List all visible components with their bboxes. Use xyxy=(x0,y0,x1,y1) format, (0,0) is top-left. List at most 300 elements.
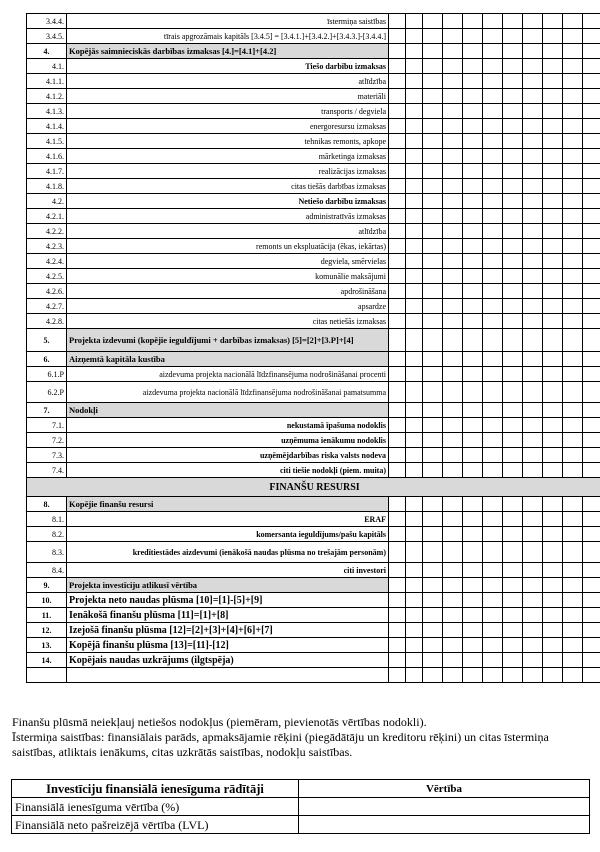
value-cell[interactable] xyxy=(523,623,543,638)
value-cell[interactable] xyxy=(389,382,406,403)
value-cell[interactable] xyxy=(563,209,583,224)
value-cell[interactable] xyxy=(463,668,483,683)
value-cell[interactable] xyxy=(503,164,523,179)
value-cell[interactable] xyxy=(583,59,600,74)
value-cell[interactable] xyxy=(406,194,423,209)
value-cell[interactable] xyxy=(406,299,423,314)
value-cell[interactable] xyxy=(406,59,423,74)
value-cell[interactable] xyxy=(389,74,406,89)
value-cell[interactable] xyxy=(503,209,523,224)
value-cell[interactable] xyxy=(583,119,600,134)
value-cell[interactable] xyxy=(406,653,423,668)
value-cell[interactable] xyxy=(423,269,443,284)
value-cell[interactable] xyxy=(583,89,600,104)
value-cell[interactable] xyxy=(423,512,443,527)
value-cell[interactable] xyxy=(406,314,423,329)
value-cell[interactable] xyxy=(583,104,600,119)
value-cell[interactable] xyxy=(423,608,443,623)
value-cell[interactable] xyxy=(443,448,463,463)
value-cell[interactable] xyxy=(423,403,443,418)
value-cell[interactable] xyxy=(583,209,600,224)
value-cell[interactable] xyxy=(583,134,600,149)
value-cell[interactable] xyxy=(563,164,583,179)
value-cell[interactable] xyxy=(406,284,423,299)
value-cell[interactable] xyxy=(523,44,543,59)
value-cell[interactable] xyxy=(543,224,563,239)
value-cell[interactable] xyxy=(543,269,563,284)
value-cell[interactable] xyxy=(406,497,423,512)
value-cell[interactable] xyxy=(543,89,563,104)
value-cell[interactable] xyxy=(463,623,483,638)
value-cell[interactable] xyxy=(523,418,543,433)
value-cell[interactable] xyxy=(583,14,600,29)
value-cell[interactable] xyxy=(406,29,423,44)
value-cell[interactable] xyxy=(443,149,463,164)
value-cell[interactable] xyxy=(443,299,463,314)
value-cell[interactable] xyxy=(406,448,423,463)
value-cell[interactable] xyxy=(563,179,583,194)
value-cell[interactable] xyxy=(503,382,523,403)
value-cell[interactable] xyxy=(483,179,503,194)
value-cell[interactable] xyxy=(583,239,600,254)
value-cell[interactable] xyxy=(583,224,600,239)
value-cell[interactable] xyxy=(523,269,543,284)
value-cell[interactable] xyxy=(463,329,483,352)
value-cell[interactable] xyxy=(463,527,483,542)
value-cell[interactable] xyxy=(423,497,443,512)
value-cell[interactable] xyxy=(543,463,563,478)
value-cell[interactable] xyxy=(463,269,483,284)
value-cell[interactable] xyxy=(463,194,483,209)
value-cell[interactable] xyxy=(483,269,503,284)
value-cell[interactable] xyxy=(443,608,463,623)
value-cell[interactable] xyxy=(483,284,503,299)
value-cell[interactable] xyxy=(503,352,523,367)
value-cell[interactable] xyxy=(443,367,463,382)
value-cell[interactable] xyxy=(503,578,523,593)
value-cell[interactable] xyxy=(563,134,583,149)
value-cell[interactable] xyxy=(389,653,406,668)
value-cell[interactable] xyxy=(563,418,583,433)
value-cell[interactable] xyxy=(483,194,503,209)
value-cell[interactable] xyxy=(543,593,563,608)
value-cell[interactable] xyxy=(483,563,503,578)
value-cell[interactable] xyxy=(523,179,543,194)
value-cell[interactable] xyxy=(463,254,483,269)
value-cell[interactable] xyxy=(443,329,463,352)
value-cell[interactable] xyxy=(406,164,423,179)
value-cell[interactable] xyxy=(463,149,483,164)
value-cell[interactable] xyxy=(523,608,543,623)
value-cell[interactable] xyxy=(423,164,443,179)
value-cell[interactable] xyxy=(583,497,600,512)
value-cell[interactable] xyxy=(389,463,406,478)
value-cell[interactable] xyxy=(583,512,600,527)
value-cell[interactable] xyxy=(443,59,463,74)
value-cell[interactable] xyxy=(503,527,523,542)
value-cell[interactable] xyxy=(543,638,563,653)
value-cell[interactable] xyxy=(543,367,563,382)
value-cell[interactable] xyxy=(583,668,600,683)
value-cell[interactable] xyxy=(406,463,423,478)
value-cell[interactable] xyxy=(583,542,600,563)
value-cell[interactable] xyxy=(389,668,406,683)
value-cell[interactable] xyxy=(563,119,583,134)
value-cell[interactable] xyxy=(423,593,443,608)
value-cell[interactable] xyxy=(463,638,483,653)
value-cell[interactable] xyxy=(443,578,463,593)
value-cell[interactable] xyxy=(563,224,583,239)
value-cell[interactable] xyxy=(483,542,503,563)
value-cell[interactable] xyxy=(483,382,503,403)
value-cell[interactable] xyxy=(483,14,503,29)
value-cell[interactable] xyxy=(389,403,406,418)
value-cell[interactable] xyxy=(443,653,463,668)
value-cell[interactable] xyxy=(443,14,463,29)
value-cell[interactable] xyxy=(583,367,600,382)
value-cell[interactable] xyxy=(389,497,406,512)
value-cell[interactable] xyxy=(443,668,463,683)
value-cell[interactable] xyxy=(583,433,600,448)
value-cell[interactable] xyxy=(583,578,600,593)
value-cell[interactable] xyxy=(389,284,406,299)
value-cell[interactable] xyxy=(406,418,423,433)
value-cell[interactable] xyxy=(483,74,503,89)
value-cell[interactable] xyxy=(406,608,423,623)
value-cell[interactable] xyxy=(443,269,463,284)
value-cell[interactable] xyxy=(563,44,583,59)
value-cell[interactable] xyxy=(523,59,543,74)
value-cell[interactable] xyxy=(543,653,563,668)
value-cell[interactable] xyxy=(583,403,600,418)
value-cell[interactable] xyxy=(523,578,543,593)
value-cell[interactable] xyxy=(423,668,443,683)
value-cell[interactable] xyxy=(443,179,463,194)
value-cell[interactable] xyxy=(406,239,423,254)
value-cell[interactable] xyxy=(523,653,543,668)
value-cell[interactable] xyxy=(389,367,406,382)
value-cell[interactable] xyxy=(463,418,483,433)
value-cell[interactable] xyxy=(483,623,503,638)
value-cell[interactable] xyxy=(563,463,583,478)
value-cell[interactable] xyxy=(503,239,523,254)
value-cell[interactable] xyxy=(443,638,463,653)
value-cell[interactable] xyxy=(543,512,563,527)
value-cell[interactable] xyxy=(389,352,406,367)
value-cell[interactable] xyxy=(483,134,503,149)
value-cell[interactable] xyxy=(563,448,583,463)
value-cell[interactable] xyxy=(463,403,483,418)
value-cell[interactable] xyxy=(543,239,563,254)
value-cell[interactable] xyxy=(543,284,563,299)
value-cell[interactable] xyxy=(483,89,503,104)
value-cell[interactable] xyxy=(389,418,406,433)
value-cell[interactable] xyxy=(483,527,503,542)
value-cell[interactable] xyxy=(563,329,583,352)
value-cell[interactable] xyxy=(463,352,483,367)
value-cell[interactable] xyxy=(389,44,406,59)
value-cell[interactable] xyxy=(443,542,463,563)
value-cell[interactable] xyxy=(389,299,406,314)
value-cell[interactable] xyxy=(463,512,483,527)
value-cell[interactable] xyxy=(463,119,483,134)
value-cell[interactable] xyxy=(423,209,443,224)
value-cell[interactable] xyxy=(389,608,406,623)
value-cell[interactable] xyxy=(563,74,583,89)
value-cell[interactable] xyxy=(463,284,483,299)
value-cell[interactable] xyxy=(503,329,523,352)
value-cell[interactable] xyxy=(483,638,503,653)
value-cell[interactable] xyxy=(543,542,563,563)
value-cell[interactable] xyxy=(503,29,523,44)
value-cell[interactable] xyxy=(583,299,600,314)
value-cell[interactable] xyxy=(503,497,523,512)
value-cell[interactable] xyxy=(483,608,503,623)
value-cell[interactable] xyxy=(503,74,523,89)
value-cell[interactable] xyxy=(423,542,443,563)
value-cell[interactable] xyxy=(483,59,503,74)
value-cell[interactable] xyxy=(543,563,563,578)
value-cell[interactable] xyxy=(543,14,563,29)
value-cell[interactable] xyxy=(423,59,443,74)
value-cell[interactable] xyxy=(583,623,600,638)
value-cell[interactable] xyxy=(389,638,406,653)
value-cell[interactable] xyxy=(503,608,523,623)
value-cell[interactable] xyxy=(423,299,443,314)
value-cell[interactable] xyxy=(563,14,583,29)
value-cell[interactable] xyxy=(443,433,463,448)
value-cell[interactable] xyxy=(543,149,563,164)
value-cell[interactable] xyxy=(483,104,503,119)
value-cell[interactable] xyxy=(523,497,543,512)
value-cell[interactable] xyxy=(543,299,563,314)
value-cell[interactable] xyxy=(503,593,523,608)
value-cell[interactable] xyxy=(563,638,583,653)
value-cell[interactable] xyxy=(423,563,443,578)
value-cell[interactable] xyxy=(423,448,443,463)
value-cell[interactable] xyxy=(389,194,406,209)
value-cell[interactable] xyxy=(583,527,600,542)
value-cell[interactable] xyxy=(543,104,563,119)
value-cell[interactable] xyxy=(389,179,406,194)
value-cell[interactable] xyxy=(503,119,523,134)
value-cell[interactable] xyxy=(483,254,503,269)
value-cell[interactable] xyxy=(543,527,563,542)
value-cell[interactable] xyxy=(443,563,463,578)
value-cell[interactable] xyxy=(503,269,523,284)
value-cell[interactable] xyxy=(423,74,443,89)
value-cell[interactable] xyxy=(503,638,523,653)
value-cell[interactable] xyxy=(463,608,483,623)
value-cell[interactable] xyxy=(423,527,443,542)
value-cell[interactable] xyxy=(443,224,463,239)
value-cell[interactable] xyxy=(503,134,523,149)
value-cell[interactable] xyxy=(503,224,523,239)
value-cell[interactable] xyxy=(423,284,443,299)
value-cell[interactable] xyxy=(423,653,443,668)
value-cell[interactable] xyxy=(423,623,443,638)
value-cell[interactable] xyxy=(563,352,583,367)
value-cell[interactable] xyxy=(523,382,543,403)
value-cell[interactable] xyxy=(503,463,523,478)
value-cell[interactable] xyxy=(443,209,463,224)
value-cell[interactable] xyxy=(423,578,443,593)
value-cell[interactable] xyxy=(423,134,443,149)
value-cell[interactable] xyxy=(563,668,583,683)
value-cell[interactable] xyxy=(463,104,483,119)
value-cell[interactable] xyxy=(423,314,443,329)
value-cell[interactable] xyxy=(389,209,406,224)
value-cell[interactable] xyxy=(483,224,503,239)
value-cell[interactable] xyxy=(389,329,406,352)
value-cell[interactable] xyxy=(583,653,600,668)
value-cell[interactable] xyxy=(463,44,483,59)
value-cell[interactable] xyxy=(389,134,406,149)
value-cell[interactable] xyxy=(543,608,563,623)
value-cell[interactable] xyxy=(543,134,563,149)
value-cell[interactable] xyxy=(423,433,443,448)
value-cell[interactable] xyxy=(563,104,583,119)
value-cell[interactable] xyxy=(563,59,583,74)
value-cell[interactable] xyxy=(543,329,563,352)
value-cell[interactable] xyxy=(543,497,563,512)
value-cell[interactable] xyxy=(406,179,423,194)
value-cell[interactable] xyxy=(443,44,463,59)
value-cell[interactable] xyxy=(503,448,523,463)
value-cell[interactable] xyxy=(389,448,406,463)
value-cell[interactable] xyxy=(503,623,523,638)
value-cell[interactable] xyxy=(463,542,483,563)
value-cell[interactable] xyxy=(523,314,543,329)
value-cell[interactable] xyxy=(583,179,600,194)
value-cell[interactable] xyxy=(583,149,600,164)
value-cell[interactable] xyxy=(406,623,423,638)
value-cell[interactable] xyxy=(563,623,583,638)
value-cell[interactable] xyxy=(583,44,600,59)
value-cell[interactable] xyxy=(406,134,423,149)
value-cell[interactable] xyxy=(483,668,503,683)
value-cell[interactable] xyxy=(523,593,543,608)
value-cell[interactable] xyxy=(503,14,523,29)
value-cell[interactable] xyxy=(389,239,406,254)
value-cell[interactable] xyxy=(523,329,543,352)
value-cell[interactable] xyxy=(563,29,583,44)
value-cell[interactable] xyxy=(389,563,406,578)
value-cell[interactable] xyxy=(563,403,583,418)
value-cell[interactable] xyxy=(406,14,423,29)
value-cell[interactable] xyxy=(523,134,543,149)
value-cell[interactable] xyxy=(503,284,523,299)
value-cell[interactable] xyxy=(483,418,503,433)
value-cell[interactable] xyxy=(389,119,406,134)
value-cell[interactable] xyxy=(463,89,483,104)
value-cell[interactable] xyxy=(443,623,463,638)
value-cell[interactable] xyxy=(563,593,583,608)
value-cell[interactable] xyxy=(423,179,443,194)
value-cell[interactable] xyxy=(423,149,443,164)
value-cell[interactable] xyxy=(583,164,600,179)
value-cell[interactable] xyxy=(443,352,463,367)
value-cell[interactable] xyxy=(463,239,483,254)
value-cell[interactable] xyxy=(563,653,583,668)
value-cell[interactable] xyxy=(483,149,503,164)
value-cell[interactable] xyxy=(389,527,406,542)
value-cell[interactable] xyxy=(523,512,543,527)
value-cell[interactable] xyxy=(483,463,503,478)
value-cell[interactable] xyxy=(543,119,563,134)
value-cell[interactable] xyxy=(503,563,523,578)
value-cell[interactable] xyxy=(523,299,543,314)
value-cell[interactable] xyxy=(543,352,563,367)
value-cell[interactable] xyxy=(503,403,523,418)
value-cell[interactable] xyxy=(423,44,443,59)
value-cell[interactable] xyxy=(543,382,563,403)
value-cell[interactable] xyxy=(583,74,600,89)
value-cell[interactable] xyxy=(563,563,583,578)
value-cell[interactable] xyxy=(543,74,563,89)
value-cell[interactable] xyxy=(463,563,483,578)
value-cell[interactable] xyxy=(543,254,563,269)
value-cell[interactable] xyxy=(463,382,483,403)
value-cell[interactable] xyxy=(543,179,563,194)
value-cell[interactable] xyxy=(406,254,423,269)
value-cell[interactable] xyxy=(523,209,543,224)
value-cell[interactable] xyxy=(523,668,543,683)
value-cell[interactable] xyxy=(563,512,583,527)
value-cell[interactable] xyxy=(523,284,543,299)
value-cell[interactable] xyxy=(583,382,600,403)
value-cell[interactable] xyxy=(563,254,583,269)
value-cell[interactable] xyxy=(563,608,583,623)
value-cell[interactable] xyxy=(523,119,543,134)
value-cell[interactable] xyxy=(443,382,463,403)
value-cell[interactable] xyxy=(443,593,463,608)
value-cell[interactable] xyxy=(423,254,443,269)
value-cell[interactable] xyxy=(423,329,443,352)
value-cell[interactable] xyxy=(423,638,443,653)
value-cell[interactable] xyxy=(443,164,463,179)
value-cell[interactable] xyxy=(463,367,483,382)
value-cell[interactable] xyxy=(543,418,563,433)
value-cell[interactable] xyxy=(406,578,423,593)
value-cell[interactable] xyxy=(483,593,503,608)
value-cell[interactable] xyxy=(543,448,563,463)
value-cell[interactable] xyxy=(389,623,406,638)
value-cell[interactable] xyxy=(523,29,543,44)
value-cell[interactable] xyxy=(423,89,443,104)
value-cell[interactable] xyxy=(423,224,443,239)
value-cell[interactable] xyxy=(543,433,563,448)
value-cell[interactable] xyxy=(503,668,523,683)
value-cell[interactable] xyxy=(483,352,503,367)
value-cell[interactable] xyxy=(406,527,423,542)
value-cell[interactable] xyxy=(406,209,423,224)
value-cell[interactable] xyxy=(406,44,423,59)
value-cell[interactable] xyxy=(463,74,483,89)
value-cell[interactable] xyxy=(443,403,463,418)
value-cell[interactable] xyxy=(463,224,483,239)
value-cell[interactable] xyxy=(389,269,406,284)
value-cell[interactable] xyxy=(583,418,600,433)
value-cell[interactable] xyxy=(523,403,543,418)
value-cell[interactable] xyxy=(483,578,503,593)
value-cell[interactable] xyxy=(423,418,443,433)
value-cell[interactable] xyxy=(563,194,583,209)
value-cell[interactable] xyxy=(523,433,543,448)
value-cell[interactable] xyxy=(406,382,423,403)
value-cell[interactable] xyxy=(463,433,483,448)
value-cell[interactable] xyxy=(583,563,600,578)
